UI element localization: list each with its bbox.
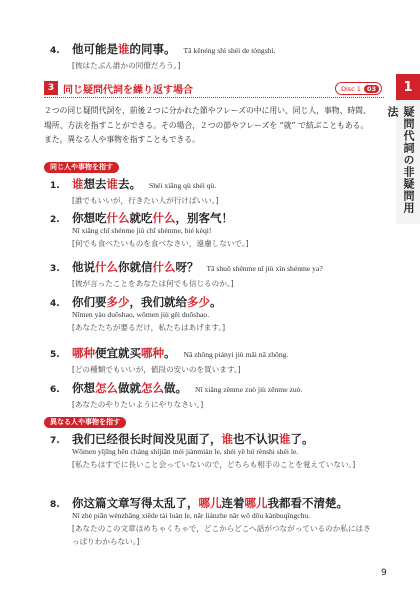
example-pinyin: Nǐ xiǎng chī shénme jiù chī shénme, bié kèqi!	[72, 226, 212, 235]
example-item	[50, 294, 380, 334]
highlighted-pronoun: 谁	[106, 177, 118, 191]
example-translation: [私たちはすでに長いこと会っていないので，どちらも相手のことを覚えていない。]	[72, 460, 356, 469]
sentence-text: 你们要	[72, 295, 107, 309]
highlighted-pronoun: 怎么	[95, 381, 118, 395]
example-number: 6.	[50, 385, 60, 395]
example-number: 3.	[50, 264, 60, 274]
example-pinyin: Nǐmen yào duōshao, wǒmen jiù gěi duōshao.	[72, 310, 210, 319]
sentence-text: 也不认识	[233, 432, 279, 446]
example-number: 4.	[50, 46, 60, 56]
audio-track-badge	[335, 82, 382, 95]
highlighted-pronoun: 什么	[106, 211, 130, 225]
group-label-same: 同じ人や事物を指す	[44, 162, 119, 173]
highlighted-pronoun: 谁	[72, 177, 84, 191]
sentence-text: 想去	[83, 177, 107, 191]
group-label-different: 異なる人や事物を指す	[44, 417, 126, 428]
example-number: 8.	[50, 500, 60, 510]
sentence-text: ，别客气！	[175, 211, 233, 225]
example-translation: [彼はたぶん誰かの同僚だろう。]	[72, 61, 181, 70]
highlighted-pronoun: 谁	[221, 432, 233, 446]
chapter-title-vertical: 疑問代詞の非疑問用法	[386, 106, 415, 214]
example-pinyin: Nǐ xiǎng zěnme zuò jiù zěnme zuò.	[195, 385, 303, 394]
sentence-text: 你想吃	[72, 211, 107, 225]
example-item	[50, 259, 380, 290]
sentence-text: 做。	[164, 381, 187, 395]
sentence-text: 你就信	[118, 260, 153, 274]
example-item	[50, 495, 380, 548]
highlighted-pronoun: 什么	[95, 260, 118, 274]
highlighted-pronoun: 什么	[152, 211, 176, 225]
example-item	[50, 380, 380, 411]
section-title: 同じ疑問代詞を繰り返す場合	[63, 85, 193, 96]
example-chinese	[72, 345, 176, 361]
section-header	[44, 81, 384, 98]
example-chinese	[72, 495, 348, 511]
example-translation: [あなたたちが要るだけ，私たちはあげます。]	[72, 323, 226, 332]
sentence-text: 你想	[72, 381, 95, 395]
example-translation: [あなたのやりたいようにやりなさい。]	[72, 400, 204, 409]
example-chinese: 他可能是谁的同事。	[72, 42, 176, 56]
highlighted-pronoun: 哪儿	[244, 496, 268, 510]
example-number: 5.	[50, 350, 60, 360]
highlighted-pronoun: 哪种	[141, 346, 164, 360]
example-number: 7.	[50, 436, 60, 446]
sentence-text: 去。	[118, 177, 141, 191]
example-pinyin: Wǒmen yǐjīng hěn cháng shíjiān méi jiànmiàn le, shéi yě bú rènshi shéi le.	[72, 447, 299, 456]
example-translation: [誰でもいいが，行きたい人が行けばいい。]	[72, 196, 219, 205]
chapter-number-badge: 1	[396, 74, 420, 100]
example-chinese	[72, 176, 141, 192]
example-item	[50, 176, 380, 207]
sentence-text: 我都看不清楚。	[267, 496, 348, 510]
highlighted-pronoun: 谁	[279, 432, 291, 446]
section-number-badge: 3	[44, 81, 58, 95]
highlighted-pronoun: 多少	[106, 295, 130, 309]
sentence-text: 。	[164, 346, 176, 360]
highlighted-pronoun: 多少	[187, 295, 210, 309]
example-pinyin: Nǎ zhǒng piányi jiù mǎi nǎ zhǒng.	[183, 350, 289, 359]
sentence-text: 他说	[72, 260, 95, 274]
example-number: 4.	[50, 299, 60, 309]
example-pinyin: Shéi xiǎng qù shéi qù.	[149, 181, 217, 190]
example-translation: [どの種類でもいいが，値段の安いのを買います。]	[72, 365, 241, 374]
sentence-text: 连着	[221, 496, 245, 510]
page-number: 9	[381, 568, 387, 578]
sentence-text: 你这篇文章写得太乱了，	[72, 496, 199, 510]
sentence-text: 我们已经很长时间没见面了，	[72, 432, 222, 446]
example-chinese	[72, 294, 222, 310]
example-pinyin: Nǐ zhè piān wénzhāng xiěde tài luàn le, nǎr liánzhe nǎr wǒ dōu kànbuqīngchu.	[72, 511, 311, 520]
track-number: 03	[364, 85, 379, 93]
highlighted-pronoun: 哪种	[72, 346, 95, 360]
chapter-side-tab	[386, 74, 420, 224]
example-pinyin: Tā shuō shénme nǐ jiù xìn shénme ya?	[206, 264, 323, 273]
example-translation: [彼が言ったことをあなたは何でも信じるのか。]	[72, 279, 234, 288]
example-number: 2.	[50, 215, 60, 225]
example-item	[50, 345, 380, 376]
example-translation: [あなたのこの文章はめちゃくちゃで，どこからどこへ話がつながっているのか私にはさっぱりわからない。]	[72, 524, 371, 546]
highlighted-pronoun: 什么	[152, 260, 176, 274]
sentence-text: 便宜就买	[95, 346, 141, 360]
example-item	[50, 41, 380, 72]
disc-label: Disc 1	[340, 84, 361, 93]
sentence-text: 就吃	[129, 211, 153, 225]
example-item	[50, 431, 380, 471]
example-translation: [何でも食べたいものを食べなさい，遠慮しないで。]	[72, 239, 249, 248]
sentence-text: 。	[210, 295, 222, 309]
sentence-text: 做就	[118, 381, 141, 395]
example-chinese	[72, 380, 187, 396]
sentence-text: 了。	[290, 432, 314, 446]
example-item	[50, 210, 380, 250]
example-number: 1.	[50, 181, 60, 191]
highlighted-pronoun: 怎么	[141, 381, 164, 395]
intro-paragraph: ２つの同じ疑問代詞を，前後２つに分かれた節やフレーズの中に用い，同じ人，事物、時間、場所、方法を指すことができる。その場合，２つの節やフレーズを “就” で結ぶこともある。また，異なる人や事物を指すこともできる。	[44, 106, 371, 144]
example-chinese	[72, 210, 233, 226]
sentence-text: 呀？	[175, 260, 199, 274]
example-chinese	[72, 431, 314, 447]
highlighted-pronoun: 哪儿	[198, 496, 222, 510]
example-pinyin: Tā kěnéng shì shéi de tóngshì.	[183, 46, 276, 55]
example-chinese	[72, 259, 199, 275]
sentence-text: ，我们就给	[129, 295, 187, 309]
